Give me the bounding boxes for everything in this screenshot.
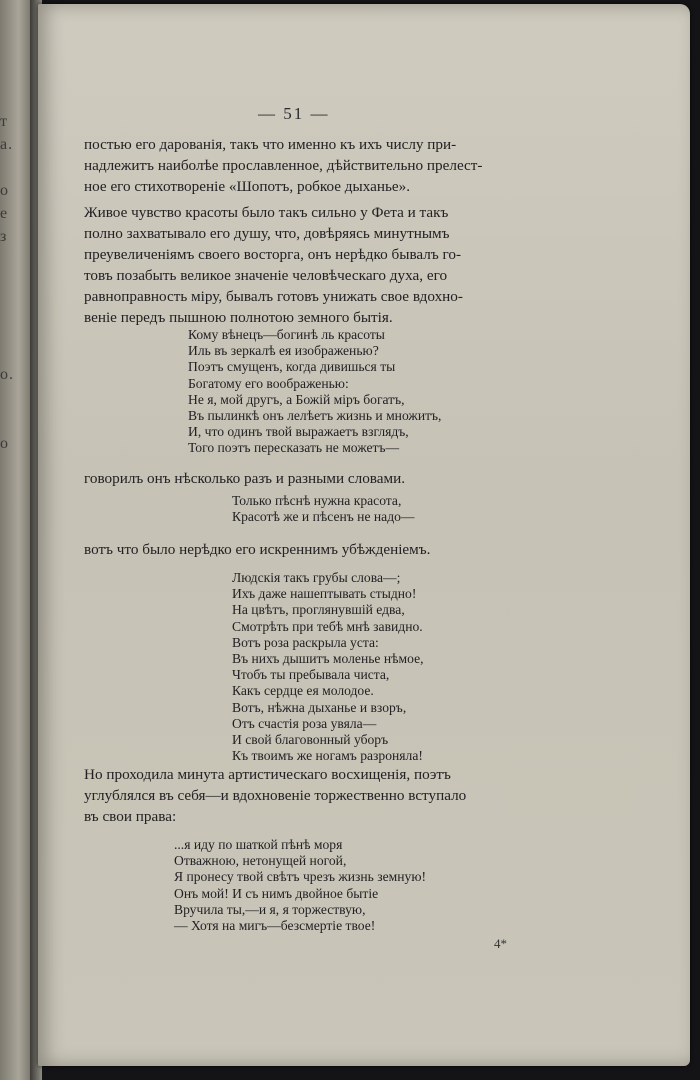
line-4-text: вотъ что было нерѣдко его искреннимъ убѣжденіемъ. <box>84 541 431 558</box>
left-page-fragment <box>0 317 34 340</box>
left-page-fragment <box>0 248 34 271</box>
verse3-line: Отъ счастія роза увяла— <box>232 715 377 731</box>
verse4-line: Онъ мой! И съ нимъ двойное бытіе <box>174 885 379 901</box>
verse3-line: Смотрѣть при тебѣ мнѣ завидно. <box>232 618 423 634</box>
verse3-line: Въ нихъ дышитъ моленье нѣмое, <box>232 651 424 667</box>
left-page-fragment <box>0 593 34 616</box>
para1-line: надлежитъ наиболѣе прославленное, дѣйствительно прелест- <box>84 157 483 174</box>
left-page-fragment <box>0 708 34 731</box>
left-page-fragment <box>0 386 34 409</box>
left-page-fragment <box>0 754 34 777</box>
paragraph-2 <box>84 202 592 328</box>
left-page-fragment: о <box>0 435 9 452</box>
left-page-fragment <box>0 409 34 432</box>
verse1-line: Того поэтъ пересказать не можетъ— <box>188 440 400 456</box>
line-3 <box>84 468 592 489</box>
verse-1 <box>188 327 441 457</box>
para2-line: полно захватывало его душу, что, довѣряясь минутнымъ <box>84 225 450 242</box>
verse4-line: Вручила ты,—и я, я торжествую, <box>174 901 366 917</box>
para5-line: углублялся въ себя—и вдохновеніе торжественно вступало <box>84 787 467 804</box>
para2-line: веніе передъ пышною полнотою земного бытія. <box>84 309 393 326</box>
left-page-fragment <box>0 478 34 501</box>
left-page-fragment: т <box>0 113 8 130</box>
left-page-fragment <box>0 892 34 915</box>
left-page-fragment <box>0 685 34 708</box>
verse2-line: Красотѣ же и пѣсенъ не надо— <box>232 509 415 525</box>
verse-2 <box>232 493 415 525</box>
verse3-line: И свой благовонный уборъ <box>232 732 389 748</box>
para2-line: товъ позабыть великое значеніе человѣческаго духа, его <box>84 267 448 284</box>
verse1-line: Кому вѣнецъ—богинѣ ль красоты <box>188 327 385 342</box>
verse3-line: Чтобъ ты пребывала чиста, <box>232 667 390 683</box>
verse4-line: ...я иду по шаткой пѣнѣ моря <box>174 837 343 852</box>
line-3-text: говорилъ онъ нѣсколько разъ и разными словами. <box>84 470 406 487</box>
left-page-fragment <box>0 455 34 478</box>
verse3-line: Какъ сердце ея молодое. <box>232 683 374 699</box>
verse1-line: Не я, мой другъ, а Божій міръ богатъ, <box>188 391 405 407</box>
left-page-fragment <box>0 616 34 639</box>
left-page-fragment <box>0 731 34 754</box>
para2-line: равноправность міру, бывалъ готовъ унижать свое вдохно- <box>84 288 463 305</box>
left-page-fragment: е <box>0 205 9 222</box>
verse-3 <box>232 570 424 764</box>
verse3-line: Къ твоимъ же ногамъ разроняла! <box>232 748 423 764</box>
para5-line: Но проходила минута артистическаго восхищенія, поэтъ <box>84 766 451 783</box>
verse3-line: Людскія такъ грубы слова—; <box>232 570 401 585</box>
left-page-fragment <box>0 340 34 363</box>
left-page-fragment <box>0 823 34 846</box>
left-page-fragment <box>0 800 34 823</box>
left-page-fragment: о <box>0 182 9 199</box>
verse1-line: Поэтъ смущенъ, когда дивишься ты <box>188 359 396 375</box>
left-page-text <box>0 110 34 915</box>
left-page-fragment <box>0 294 34 317</box>
verse3-line: Вотъ, нѣжна дыханье и взоръ, <box>232 699 407 715</box>
verse4-line: Я пронесу твой свѣтъ чрезъ жизнь земную! <box>174 869 427 885</box>
left-page-fragment <box>0 869 34 892</box>
left-page-fragment <box>0 501 34 524</box>
para2-line: Живое чувство красоты было такъ сильно у Фета и такъ <box>84 204 449 221</box>
para5-line: въ свои права: <box>84 808 177 825</box>
book-page <box>38 4 690 1066</box>
verse3-line: Вотъ роза раскрыла уста: <box>232 634 379 650</box>
paragraph-1 <box>84 134 592 197</box>
left-page-fragment <box>0 156 34 179</box>
verse1-line: И, что одинъ твой выражаетъ взглядъ, <box>188 424 409 440</box>
page-number: — 51 — <box>258 104 330 123</box>
verse3-line: На цвѣтъ, проглянувшій едва, <box>232 602 405 618</box>
left-page-fragment <box>0 846 34 869</box>
verse1-line: Богатому его воображенью: <box>188 375 349 391</box>
left-page-fragment: о. <box>0 366 14 383</box>
left-page-fragment <box>0 271 34 294</box>
para1-line: постью его дарованія, такъ что именно къ ихъ числу при- <box>84 136 457 153</box>
left-page-fragment <box>0 570 34 593</box>
left-page-fragment: з <box>0 228 8 245</box>
verse-4 <box>174 837 426 934</box>
left-page-fragment <box>0 639 34 662</box>
left-page-fragment: а. <box>0 136 14 153</box>
verse4-line: — Хотя на мигъ—безсмертіе твое! <box>174 918 376 934</box>
verse2-line: Только пѣснѣ нужна красота, <box>232 493 402 508</box>
para2-line: преувеличеніямъ своего восторга, онъ нерѣдко бывалъ го- <box>84 246 462 263</box>
left-page-fragment <box>0 662 34 685</box>
verse1-line: Иль въ зеркалѣ ея изображенью? <box>188 343 379 359</box>
left-page-edge <box>0 0 34 1080</box>
left-page-fragment <box>0 524 34 547</box>
verse3-line: Ихъ даже нашептывать стыдно! <box>232 586 417 602</box>
signature-mark: 4* <box>494 936 507 951</box>
paragraph-5 <box>84 764 592 827</box>
left-page-fragment <box>0 547 34 570</box>
line-4 <box>84 539 592 560</box>
verse1-line: Въ пылинкѣ онъ лелѣетъ жизнь и множитъ, <box>188 408 442 424</box>
para1-line: ное его стихотвореніе «Шопотъ, робкое дыханье». <box>84 178 411 195</box>
left-page-fragment <box>0 777 34 800</box>
verse4-line: Отважною, нетонущей ногой, <box>174 853 347 869</box>
